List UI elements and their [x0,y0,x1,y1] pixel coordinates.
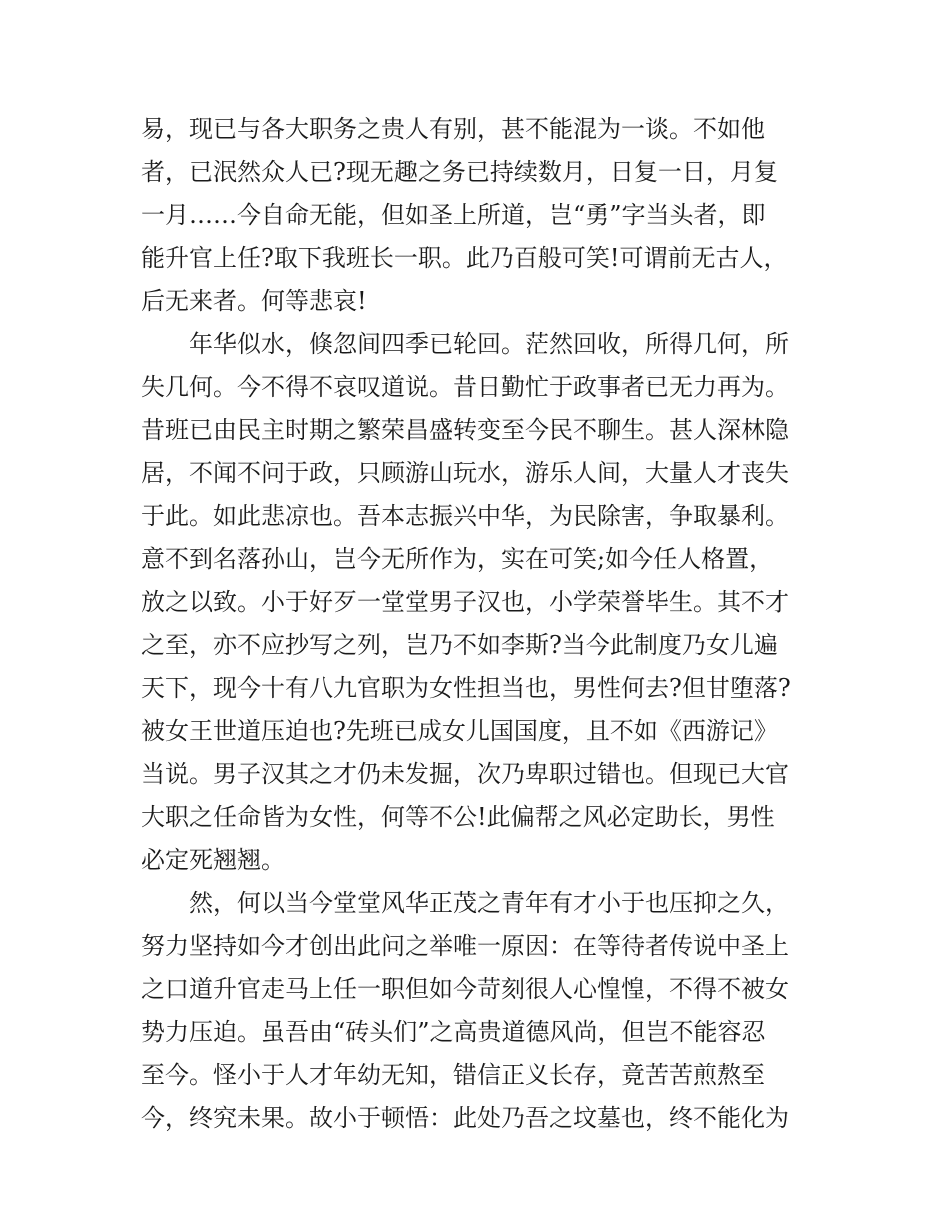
text-line: 者，已泯然众人已?现无趣之务已持续数月，日复一日，月复 [141,158,778,186]
text-line: 易，现已与各大职务之贵人有别，甚不能混为一谈。不如他 [141,115,765,143]
text-line: 然，何以当今堂堂风华正茂之青年有才小于也压抑之久， [141,889,789,917]
text-line: 于此。如此悲凉也。吾本志振兴中华，为民除害，争取暴利。 [141,502,789,530]
text-line: 后无来者。何等悲哀! [141,287,367,315]
text-line: 势力压迫。虽吾由“砖头们”之高贵道德风尚，但岂不能容忍 [141,1018,766,1046]
paragraph-2 [141,323,821,882]
text-line: 一月……今自命无能，但如圣上所道，岂“勇”字当头者，即 [141,201,766,229]
text-line: 年华似水，倏忽间四季已轮回。茫然回收，所得几何，所 [141,330,789,358]
text-line: 必定死翘翘。 [141,846,285,874]
paragraph-1 [141,108,821,323]
text-line: 努力坚持如今才创出此问之举唯一原因：在等待者传说中圣上 [141,932,789,960]
text-line: 今，终究未果。故小于顿悟：此处乃吾之坟墓也，终不能化为 [141,1104,789,1132]
text-line: 之至，亦不应抄写之列，岂乃不如李斯?当今此制度乃女儿遍 [141,631,778,659]
text-line: 之口道升官走马上任一职但如今苛刻很人心惶惶，不得不被女 [141,975,789,1003]
text-line: 当说。男子汉其之才仍未发掘，次乃卑职过错也。但现已大官 [141,760,789,788]
text-line: 居，不闻不问于政，只顾游山玩水，游乐人间，大量人才丧失 [141,459,789,487]
text-line: 大职之任命皆为女性，何等不公!此偏帮之风必定助长，男性 [141,803,775,831]
text-line: 天下，现今十有八九官职为女性担当也，男性何去?但甘堕落? [141,674,791,702]
text-line: 至今。怪小于人才年幼无知，错信正义长存，竟苦苦煎熬至 [141,1061,765,1089]
body-text [141,108,821,1140]
text-line: 被女王世道压迫也?先班已成女儿国国度，且不如《西游记》 [141,717,778,745]
text-line: 放之以致。小于好歹一堂堂男子汉也，小学荣誉毕生。其不才 [141,588,789,616]
paragraph-3 [141,882,821,1140]
text-line: 失几何。今不得不哀叹道说。昔日勤忙于政事者已无力再为。 [141,373,789,401]
text-line: 昔班已由民主时期之繁荣昌盛转变至今民不聊生。甚人深林隐 [141,416,789,444]
text-line: 意不到名落孙山，岂今无所作为，实在可笑;如今任人格置， [141,545,774,573]
text-line: 能升官上任?取下我班长一职。此乃百般可笑!可谓前无古人， [141,244,788,272]
